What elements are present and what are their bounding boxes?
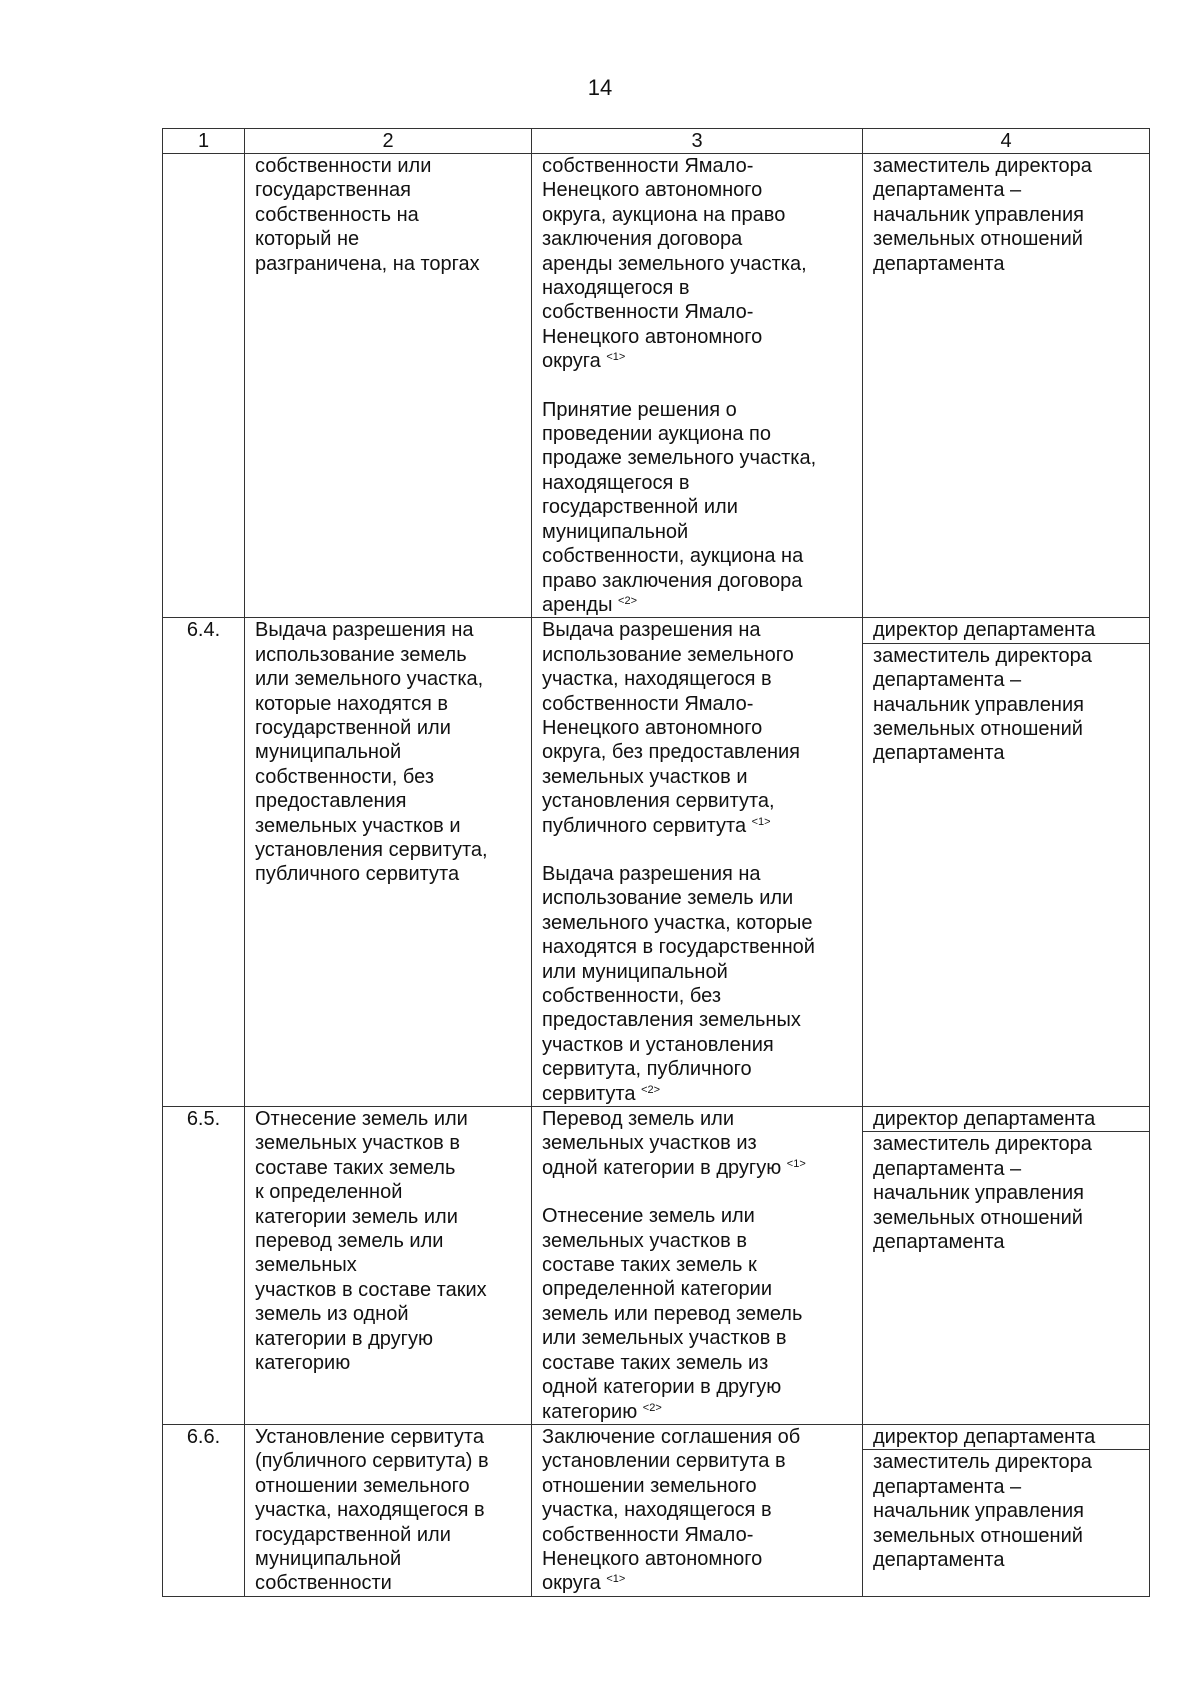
responsible-director: директор департамента: [863, 1107, 1149, 1132]
actions-cell: [532, 154, 863, 618]
action-paragraph: [542, 618, 852, 838]
actions-cell: [532, 1107, 863, 1425]
table-row: [163, 1425, 1150, 1597]
responsible-cell: [863, 1107, 1150, 1425]
subject-cell: Отнесение земель или земельных участков в составе таких земель к определенной категории земель или перевод земель или земельных участков в составе таких земель из одной категории в другую категорию: [245, 1107, 532, 1425]
footnote-marker: <2>: [641, 1083, 661, 1096]
footnote-marker: <1>: [751, 815, 771, 828]
subject-cell: Установление сервитута (публичного сервитута) в отношении земельного участка, находящегося в государственной или муниципальной собственности: [245, 1425, 532, 1597]
responsible-deputy: заместитель директора департамента – начальник управления земельных отношений департамента: [873, 644, 1092, 765]
row-number: 6.5.: [163, 1107, 245, 1425]
subject-cell: Выдача разрешения на использование земель или земельного участка, которые находятся в государственной или муниципальной собственности, без предоставления земельных участков и установления сервитута, публичного сервитута: [245, 618, 532, 1107]
responsible-deputy: заместитель директора департамента – начальник управления земельных отношений департамента: [873, 1133, 1092, 1254]
responsible-deputy: заместитель директора департамента – начальник управления земельных отношений департамента: [873, 155, 1092, 275]
row-number: 6.6.: [163, 1425, 245, 1597]
column-header-1: 1: [163, 129, 245, 154]
action-paragraph: [542, 862, 852, 1106]
table-header-row: [163, 129, 1150, 154]
column-header-4: 4: [863, 129, 1150, 154]
column-header-3: 3: [532, 129, 863, 154]
action-text: Принятие решения о проведении аукциона по продаже земельного участка, находящегося в государственной или муниципальной собственности, аукциона на право заключения договора аренды: [542, 398, 817, 616]
table-row: [163, 618, 1150, 1107]
responsible-director: директор департамента: [863, 1425, 1149, 1450]
action-text: Выдача разрешения на использование земель или земельного участка, которые находятся в государственной или муниципальной собственности, без предоставления земельных участков и установления сервитута, публичного сервитута: [542, 862, 815, 1105]
page-number: 14: [587, 75, 613, 100]
row-number: 6.4.: [163, 618, 245, 1107]
action-text: Заключение соглашения об установлении сервитута в отношении земельного участка, находящегося в собственности Ямало- Ненецкого автономного округа: [542, 1426, 801, 1595]
responsible-director: директор департамента: [863, 618, 1149, 643]
action-text: Выдача разрешения на использование земельного участка, находящегося в собственности Ямало- Ненецкого автономного округа, без предоставления земельных участков и установления сервитута, публичного сервитута: [542, 619, 800, 837]
responsible-cell: [863, 1425, 1150, 1597]
action-paragraph: [542, 154, 852, 374]
subject-cell: собственности или государственная собственность на который не разграничена, на торгах: [245, 154, 532, 618]
action-text: Отнесение земель или земельных участков в составе таких земель к определенной категории земель или перевод земель или земельных участков в составе таких земель из одной категории в другую категорию: [542, 1205, 803, 1423]
action-text: собственности Ямало- Ненецкого автономного округа, аукциона на право заключения договора аренды земельного участка, находящегося в собственности Ямало- Ненецкого автономного округа: [542, 155, 807, 373]
footnote-marker: <1>: [606, 351, 626, 364]
table-row: [163, 154, 1150, 618]
action-paragraph: [542, 1425, 852, 1596]
action-text: Перевод земель или земельных участков из одной категории в другую: [542, 1108, 782, 1179]
responsible-cell: [863, 618, 1150, 1107]
column-header-2: 2: [245, 129, 532, 154]
footnote-marker: <2>: [642, 1401, 662, 1414]
table-row: [163, 1107, 1150, 1425]
action-paragraph: [542, 1107, 852, 1180]
actions-cell: [532, 1425, 863, 1597]
footnote-marker: <2>: [618, 594, 637, 607]
footnote-marker: <1>: [786, 1157, 806, 1170]
row-number: [163, 154, 245, 618]
responsible-deputy: заместитель директора департамента – начальник управления земельных отношений департамента: [873, 1451, 1092, 1572]
authority-table: [162, 128, 1150, 1597]
actions-cell: [532, 618, 863, 1107]
action-paragraph: [542, 1204, 852, 1424]
action-paragraph: [542, 398, 852, 618]
responsible-cell: [863, 154, 1150, 618]
footnote-marker: <1>: [606, 1573, 626, 1586]
